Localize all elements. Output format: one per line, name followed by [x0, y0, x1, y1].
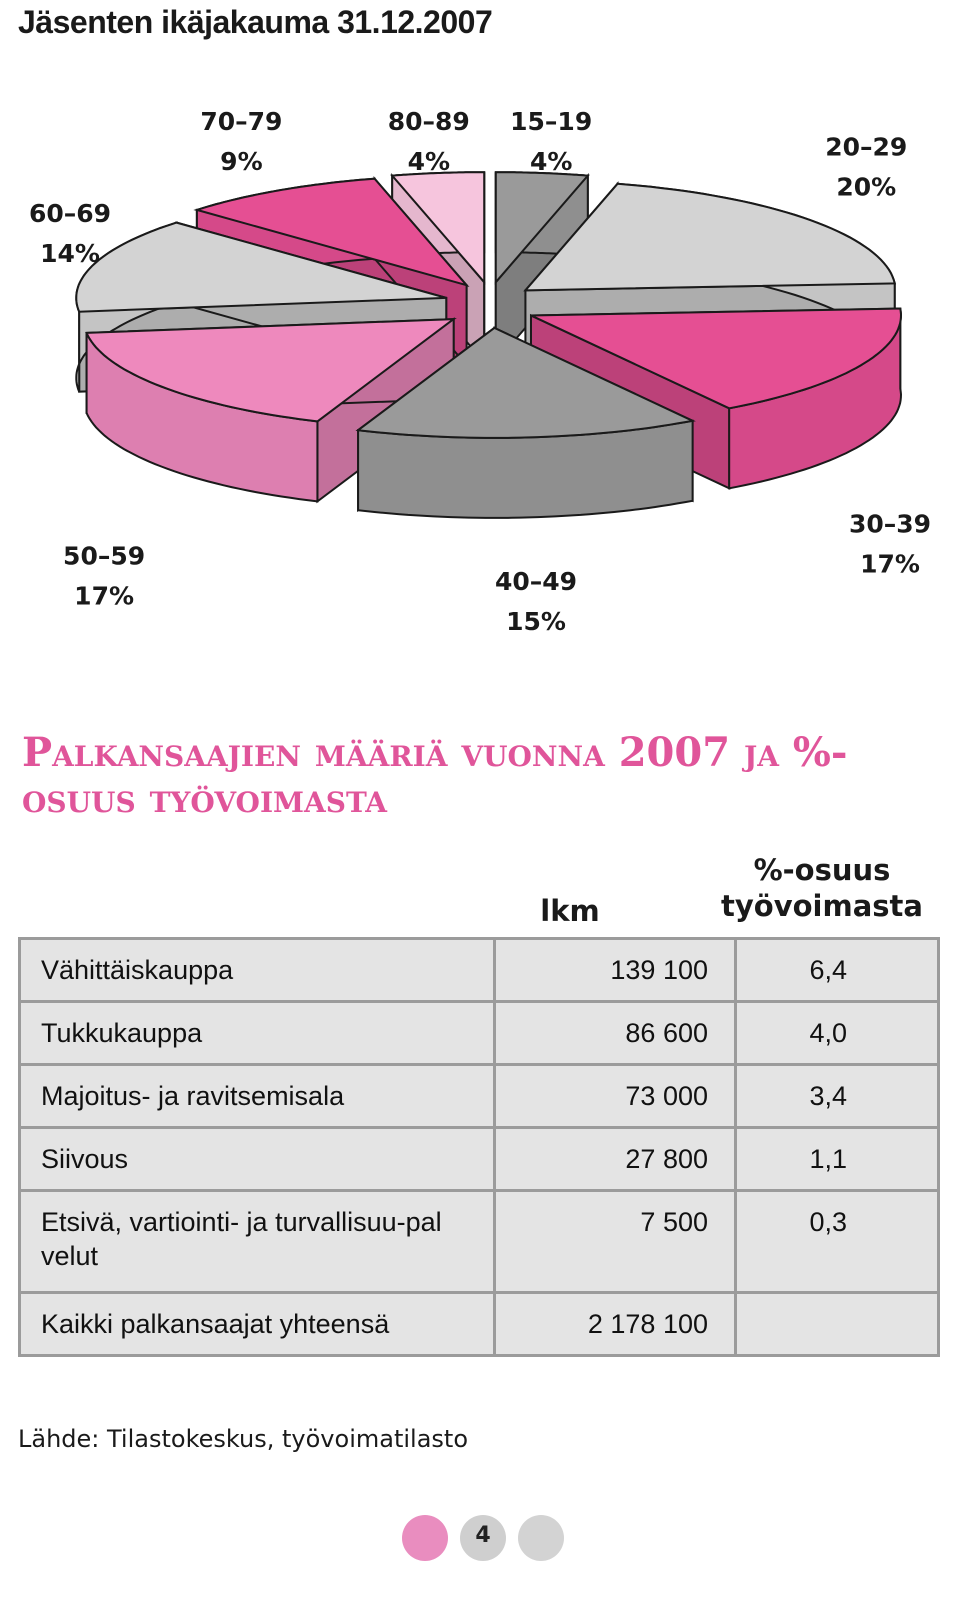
slice-label: 20–29 — [825, 132, 908, 162]
slice-value-label: 4% — [407, 147, 451, 176]
page-indicator — [400, 1515, 570, 1565]
slice-value-label: 20% — [836, 172, 897, 202]
slice-label: 40–49 — [494, 567, 578, 596]
row-label: Siivous — [20, 1128, 495, 1191]
employment-table — [18, 937, 940, 1357]
slice-label: 15–19 — [510, 107, 593, 136]
table-row — [20, 939, 939, 1002]
row-lkm: 139 100 — [495, 939, 736, 1002]
row-lkm: 86 600 — [495, 1002, 736, 1065]
row-label: Majoitus- ja ravitsemisala — [20, 1065, 495, 1128]
column-header-percent-line1: %-osuus — [753, 853, 891, 887]
table-row — [20, 1002, 939, 1065]
slice-value-label: 15% — [506, 607, 566, 636]
column-header-percent-line2: työvoimasta — [721, 889, 923, 924]
row-lkm: 7 500 — [495, 1191, 736, 1293]
row-pct: 1,1 — [736, 1128, 939, 1191]
slice-value-label: 17% — [74, 581, 135, 611]
page-dot-pink — [402, 1515, 448, 1561]
pie-chart — [0, 0, 960, 640]
slice-value-label: 4% — [529, 147, 573, 176]
page-number: 4 — [475, 1523, 491, 1548]
slice-label: 60–69 — [28, 199, 112, 229]
row-pct — [736, 1293, 939, 1356]
row-label-text: Etsivä, vartiointi- ja turvallisuu-palvelut — [41, 1207, 442, 1271]
row-lkm: 73 000 — [495, 1065, 736, 1128]
slice-label: 70–79 — [200, 107, 283, 136]
slice-label: 30–39 — [848, 509, 932, 539]
table-row — [20, 1065, 939, 1128]
table-row-total — [20, 1293, 939, 1356]
row-label: Tukkukauppa — [20, 1002, 495, 1065]
source-note: Lähde: Tilastokeskus, työvoimatilasto — [18, 1425, 468, 1453]
slice-label: 80–89 — [387, 107, 470, 136]
table-heading: Palkansaajien määriä vuonna 2007 ja %-osuus työvoimasta — [22, 729, 848, 822]
table-row — [20, 1191, 939, 1293]
table-row — [20, 1128, 939, 1191]
slice-label: 50–59 — [63, 541, 146, 571]
row-pct: 6,4 — [736, 939, 939, 1002]
row-pct: 4,0 — [736, 1002, 939, 1065]
slice-value-label: 9% — [220, 147, 263, 176]
column-header-percent — [712, 852, 932, 925]
row-pct: 0,3 — [736, 1191, 939, 1293]
row-label: Vähittäiskauppa — [20, 939, 495, 1002]
slice-value-label: 17% — [860, 549, 920, 579]
chart-title: Jäsenten ikäjakauma 31.12.2007 — [18, 4, 493, 40]
row-pct: 3,4 — [736, 1065, 939, 1128]
row-label — [20, 1191, 495, 1293]
row-lkm: 27 800 — [495, 1128, 736, 1191]
column-header-lkm: lkm — [540, 894, 600, 928]
row-lkm: 2 178 100 — [495, 1293, 736, 1356]
slice-value-label: 14% — [40, 239, 100, 269]
row-label: Kaikki palkansaajat yhteensä — [20, 1293, 495, 1356]
page-dot-gray — [518, 1515, 564, 1561]
